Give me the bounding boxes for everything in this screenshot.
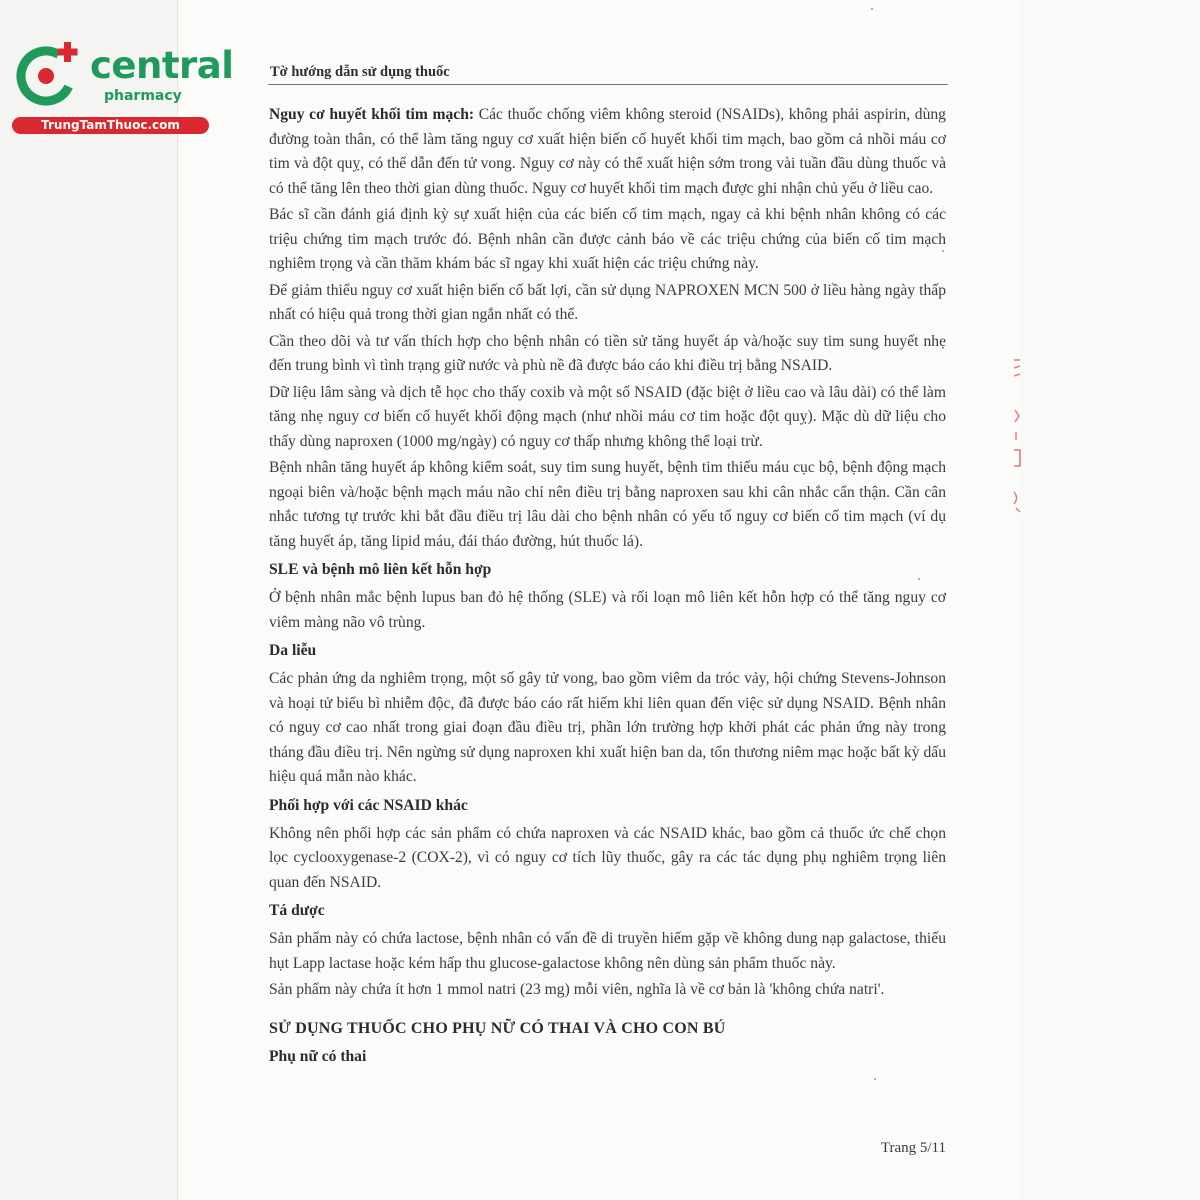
paragraph-lowest-dose: Để giảm thiểu nguy cơ xuất hiện biến cố bất lợi, cần sử dụng NAPROXEN MCN 500 ở liều hàng ngày thấp nhất có hiệu quả trong thời gian ngắn nhất có thể. [269, 281, 946, 323]
document-body [269, 103, 946, 1073]
brand-name: central [90, 44, 234, 87]
paragraph-sle: Ở bệnh nhân mắc bệnh lupus ban đỏ hệ thống (SLE) và rối loạn mô liên kết hỗn hợp có thể tăng nguy cơ viêm màng não vô trùng. [269, 589, 946, 631]
scan-speck [874, 1078, 876, 1080]
heading-sle: SLE và bệnh mô liên kết hỗn hợp [269, 561, 492, 578]
page-margin-strip [1020, 0, 1200, 1200]
paragraph-lactose: Sản phẩm này có chứa lactose, bệnh nhân có vấn đề di truyền hiếm gặp về không dung nạp galactose, thiếu hụt Lapp lactase hoặc kém hấp thu glucose-galactose không nên dùng sản phẩm thuốc này. [269, 930, 946, 972]
scan-speck [942, 250, 944, 252]
paragraph-periodic-evaluation: Bác sĩ cần đánh giá định kỳ sự xuất hiện của các biến cố tim mạch, ngay cả khi bệnh nhân không có các triệu chứng tim mạch trước đó. Bệnh nhân cần được cảnh báo về các triệu chứng của biến cố tim mạch nghiêm trọng và cần thăm khám bác sĩ ngay khi xuất hiện các triệu chứng này. [269, 206, 946, 272]
paragraph-nsaid-combination: Không nên phối hợp các sản phẩm có chứa naproxen và các NSAID khác, bao gồm cả thuốc ức chế chọn lọc cyclooxygenase-2 (COX-2), vì có nguy cơ tích lũy thuốc, gây ra các tác dụng phụ nghiêm trọng liên quan đến NSAID. [269, 824, 946, 891]
paragraph-sodium: Sản phẩm này chứa ít hơn 1 mmol natri (23 mg) mỗi viên, nghĩa là về cơ bản là 'không chứa natri'. [269, 981, 885, 998]
paragraph-text: Các thuốc chống viêm không steroid (NSAIDs), không phải aspirin, dùng đường toàn thân, có thể làm tăng nguy cơ xuất hiện biến cố huyết khối tim mạch, bao gồm cả nhồi máu cơ tim và đột quỵ, có thể dẫn đến tử vong. Nguy cơ này có thể xuất hiện sớm trong vài tuần đầu dùng thuốc và có thể tăng lên theo thời gian dùng thuốc. Nguy cơ huyết khối tim mạch được ghi nhận chủ yếu ở liều cao. [269, 106, 946, 197]
adjacent-page-bleed-marks [1010, 352, 1024, 522]
header-rule [268, 84, 948, 85]
paragraph-dermatology: Các phản ứng da nghiêm trọng, một số gây tử vong, bao gồm viêm da tróc vảy, hội chứng Stevens-Johnson và hoại tử biểu bì nhiễm độc, đã được báo cáo rất hiếm khi liên quan đến việc sử dụng NSAID. Bệnh nhân có nguy cơ cao nhất trong giai đoạn đầu điều trị, phần lớn trường hợp khởi phát các phản ứng này trong tháng đầu điều trị. Nên ngừng sử dụng naproxen khi xuất hiện ban da, tổn thương niêm mạc hoặc bất kỳ dấu hiệu quá mẫn nào khác. [269, 670, 946, 785]
paragraph-clinical-data: Dữ liệu lâm sàng và dịch tễ học cho thấy coxib và một số NSAID (đặc biệt ở liều cao và lâu dài) có thể làm tăng nhẹ nguy cơ biến cố huyết khối động mạch (như nhồi máu cơ tim hoặc đột quỵ). Mặc dù dữ liệu cho thấy dùng naproxen (1000 mg/ngày) có nguy cơ thấp nhưng không thể loại trừ. [269, 383, 946, 450]
heading-pregnancy-lactation: SỬ DỤNG THUỐC CHO PHỤ NỮ CÓ THAI VÀ CHO CON BÚ [269, 1019, 726, 1037]
paragraph-uncontrolled-hypertension: Bệnh nhân tăng huyết áp không kiểm soát, suy tim sung huyết, bệnh tim thiếu máu cục bộ, bệnh động mạch ngoại biên và/hoặc bệnh mạch máu não chỉ nên điều trị bằng naproxen sau khi cân nhắc cẩn thận. Cần cân nhắc tương tự trước khi bắt đầu điều trị lâu dài cho bệnh nhân có yếu tố nguy cơ biến cố tim mạch (ví dụ tăng huyết áp, tăng lipid máu, đái tháo đường, hút thuốc lá). [269, 459, 946, 550]
heading-pregnant-women: Phụ nữ có thai [269, 1047, 367, 1065]
brand-logo [12, 38, 234, 138]
brand-site-badge: TrungTamThuoc.com [12, 117, 209, 134]
paragraph-cardiovascular-risk [269, 103, 946, 201]
heading-excipients: Tá dược [269, 902, 325, 919]
scan-speck [871, 8, 873, 10]
running-header: Tờ hướng dẫn sử dụng thuốc [270, 64, 450, 80]
brand-sub: pharmacy [104, 88, 182, 104]
cross-c-logo-icon [12, 38, 84, 110]
scan-speck [918, 578, 920, 580]
paragraph-lead: Nguy cơ huyết khối tim mạch: [269, 106, 475, 123]
paragraph-hypertension-monitoring: Cần theo dõi và tư vấn thích hợp cho bệnh nhân có tiền sử tăng huyết áp và/hoặc suy tim sung huyết nhẹ đến trung bình vì tình trạng giữ nước và phù nề đã được báo cáo khi điều trị bằng NSAID. [269, 332, 946, 374]
heading-nsaid-combination: Phối hợp với các NSAID khác [269, 796, 468, 814]
heading-dermatology: Da liễu [269, 642, 317, 659]
page-number: Trang 5/11 [880, 1140, 946, 1156]
